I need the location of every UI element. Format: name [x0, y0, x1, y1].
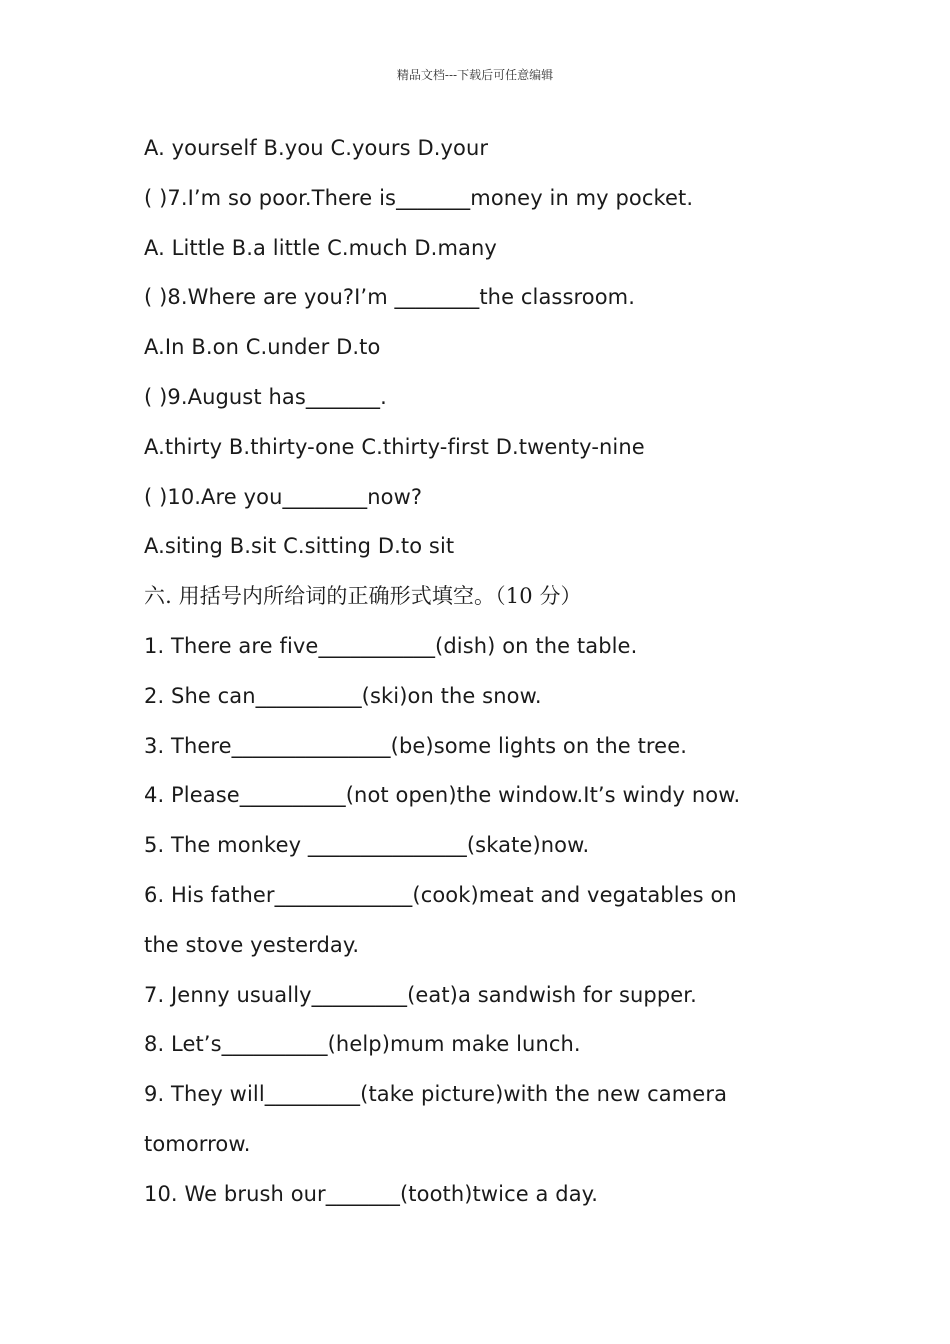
fill-item-5: 5. The monkey _______________(skate)now. — [144, 833, 590, 858]
fill-item-3: 3. There_______________(be)some lights on the tree. — [144, 733, 687, 758]
section-6-heading: 六. 用括号内所给词的正确形式填空。（10 分） — [144, 584, 582, 609]
fill-item-8: 8. Let’s__________(help)mum make lunch. — [144, 1032, 581, 1057]
question-7: ( )7.I’m so poor.There is_______money in my pocket. — [144, 185, 694, 210]
fill-item-2: 2. She can__________(ski)on the snow. — [144, 683, 542, 708]
question-7-options: A. Little B.a little C.much D.many — [144, 235, 497, 260]
fill-item-7: 7. Jenny usually_________(eat)a sandwish for supper. — [144, 982, 697, 1007]
fill-item-6-continued: the stove yesterday. — [144, 932, 360, 957]
question-8-options: A.In B.on C.under D.to — [144, 335, 381, 360]
document-body — [144, 130, 824, 1226]
question-9-options: A.thirty B.thirty-one C.thirty-first D.twenty-nine — [144, 434, 645, 459]
fill-item-10: 10. We brush our_______(tooth)twice a day. — [144, 1181, 598, 1206]
question-6-options: A. yourself B.you C.yours D.your — [144, 136, 489, 160]
question-10-options: A.siting B.sit C.sitting D.to sit — [144, 534, 455, 559]
question-8: ( )8.Where are you?I’m ________the classroom. — [144, 285, 635, 310]
fill-item-9-continued: tomorrow. — [144, 1131, 251, 1156]
question-9: ( )9.August has_______. — [144, 384, 387, 409]
fill-item-1: 1. There are five___________(dish) on the table. — [144, 633, 638, 658]
fill-item-4: 4. Please__________(not open)the window.It’s windy now. — [144, 783, 741, 808]
fill-item-9: 9. They will_________(take picture)with the new camera — [144, 1082, 728, 1107]
question-10: ( )10.Are you________now? — [144, 484, 423, 509]
fill-item-6: 6. His father_____________(cook)meat and vegatables on — [144, 882, 737, 907]
page-header: 精品文档---下载后可任意编辑 — [396, 68, 554, 82]
